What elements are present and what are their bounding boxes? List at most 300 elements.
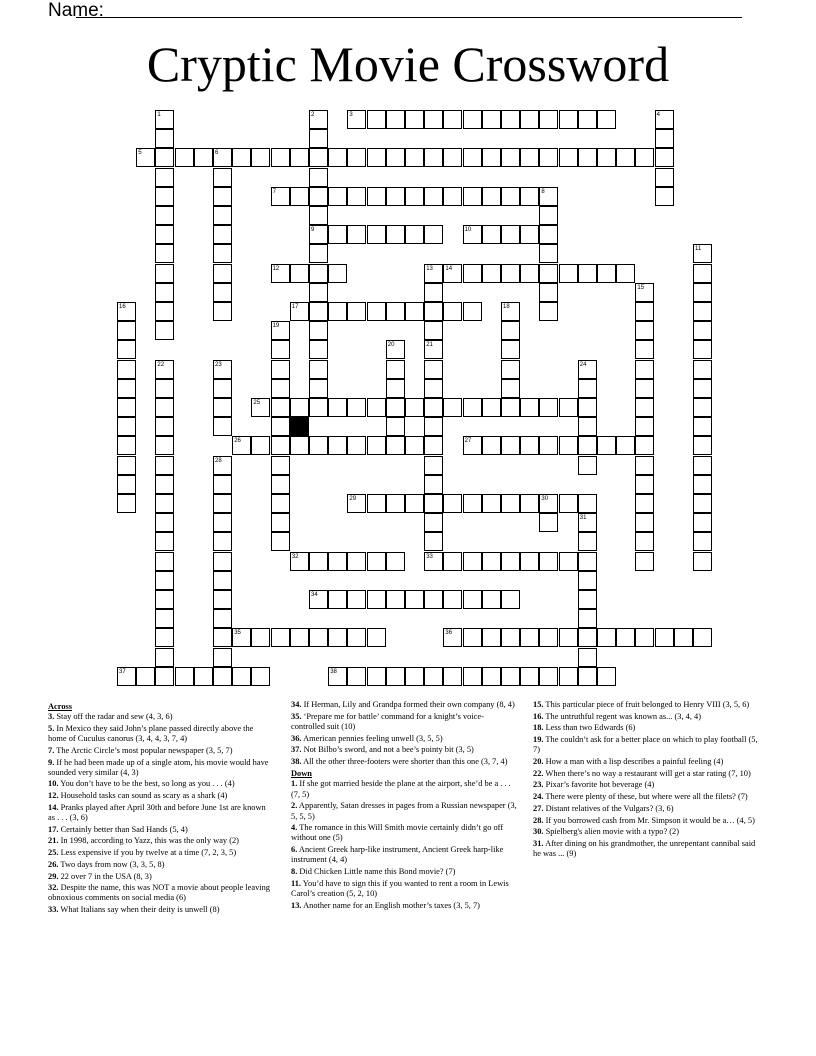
grid-cell[interactable] [501, 494, 520, 513]
grid-cell[interactable] [501, 590, 520, 609]
grid-cell[interactable] [213, 244, 232, 263]
grid-cell[interactable] [309, 321, 328, 340]
grid-cell[interactable] [520, 110, 539, 129]
grid-cell[interactable] [347, 398, 366, 417]
grid-cell[interactable] [482, 628, 501, 647]
grid-cell[interactable] [347, 302, 366, 321]
grid-cell[interactable] [559, 148, 578, 167]
grid-cell[interactable] [213, 475, 232, 494]
grid-cell[interactable] [674, 628, 693, 647]
grid-cell[interactable] [520, 628, 539, 647]
grid-cell[interactable] [213, 590, 232, 609]
grid-cell[interactable] [271, 628, 290, 647]
grid-cell[interactable] [386, 494, 405, 513]
grid-cell[interactable] [655, 187, 674, 206]
grid-cell[interactable] [520, 398, 539, 417]
grid-cell[interactable] [309, 206, 328, 225]
grid-cell[interactable] [539, 110, 558, 129]
grid-cell[interactable] [616, 436, 635, 455]
grid-cell[interactable] [213, 398, 232, 417]
grid-cell[interactable] [693, 494, 712, 513]
grid-cell[interactable] [328, 302, 347, 321]
grid-cell[interactable] [117, 417, 136, 436]
grid-cell[interactable] [520, 552, 539, 571]
grid-cell[interactable] [309, 552, 328, 571]
grid-cell[interactable] [155, 264, 174, 283]
grid-cell[interactable] [501, 552, 520, 571]
grid-cell[interactable] [386, 667, 405, 686]
grid-cell[interactable] [347, 187, 366, 206]
grid-cell[interactable] [693, 417, 712, 436]
grid-cell[interactable] [347, 436, 366, 455]
grid-cell[interactable] [155, 148, 174, 167]
grid-cell[interactable] [443, 148, 462, 167]
grid-cell[interactable] [175, 148, 194, 167]
grid-cell[interactable] [539, 628, 558, 647]
grid-cell[interactable] [136, 667, 155, 686]
grid-cell[interactable] [367, 110, 386, 129]
grid-cell[interactable] [635, 302, 654, 321]
grid-cell[interactable] [386, 417, 405, 436]
grid-cell[interactable] [482, 667, 501, 686]
grid-cell[interactable] [155, 225, 174, 244]
grid-cell[interactable] [213, 187, 232, 206]
grid-cell[interactable] [693, 436, 712, 455]
grid-cell[interactable] [386, 110, 405, 129]
grid-cell[interactable] [501, 436, 520, 455]
grid-cell[interactable] [155, 667, 174, 686]
grid-cell[interactable] [559, 494, 578, 513]
grid-cell[interactable] [424, 148, 443, 167]
grid-cell[interactable] [693, 360, 712, 379]
grid-cell[interactable] [578, 148, 597, 167]
grid-cell[interactable] [328, 552, 347, 571]
grid-cell[interactable] [367, 590, 386, 609]
grid-cell[interactable] [424, 667, 443, 686]
grid-cell[interactable] [213, 494, 232, 513]
grid-cell[interactable] [232, 667, 251, 686]
grid-cell[interactable] [155, 244, 174, 263]
grid-cell[interactable] [424, 532, 443, 551]
grid-cell[interactable] [155, 206, 174, 225]
grid-cell[interactable] [271, 494, 290, 513]
grid-cell[interactable] [501, 148, 520, 167]
grid-cell[interactable] [482, 148, 501, 167]
grid-cell[interactable] [597, 436, 616, 455]
grid-cell[interactable] [386, 225, 405, 244]
grid-cell[interactable] [463, 628, 482, 647]
grid-cell[interactable] [155, 513, 174, 532]
grid-cell[interactable] [290, 398, 309, 417]
grid-cell[interactable] [539, 436, 558, 455]
grid-cell[interactable] [693, 302, 712, 321]
grid-cell[interactable] [635, 628, 654, 647]
grid-cell[interactable] [463, 264, 482, 283]
grid-cell[interactable] [155, 129, 174, 148]
grid-cell[interactable] [539, 302, 558, 321]
grid-cell[interactable] [213, 225, 232, 244]
grid-cell[interactable] [539, 513, 558, 532]
grid-cell[interactable] [424, 417, 443, 436]
grid-cell[interactable] [463, 398, 482, 417]
grid-cell[interactable] [155, 571, 174, 590]
grid-cell[interactable] [347, 628, 366, 647]
grid-cell[interactable] [117, 340, 136, 359]
grid-cell[interactable] [443, 667, 462, 686]
grid-cell[interactable] [482, 225, 501, 244]
grid-cell[interactable] [328, 590, 347, 609]
grid-cell[interactable] [367, 628, 386, 647]
grid-cell[interactable] [347, 667, 366, 686]
grid-cell[interactable] [693, 628, 712, 647]
grid-cell[interactable] [213, 513, 232, 532]
grid-cell[interactable] [347, 148, 366, 167]
grid-cell[interactable] [213, 379, 232, 398]
grid-cell[interactable] [251, 436, 270, 455]
grid-cell[interactable] [367, 398, 386, 417]
grid-cell[interactable] [482, 494, 501, 513]
grid-cell[interactable] [309, 302, 328, 321]
grid-cell[interactable] [213, 609, 232, 628]
grid-cell[interactable] [309, 436, 328, 455]
grid-cell[interactable] [405, 494, 424, 513]
grid-cell[interactable] [309, 244, 328, 263]
grid-cell[interactable] [597, 628, 616, 647]
grid-cell[interactable] [309, 129, 328, 148]
grid-cell[interactable] [213, 264, 232, 283]
grid-cell[interactable] [290, 628, 309, 647]
grid-cell[interactable] [367, 302, 386, 321]
grid-cell[interactable] [539, 667, 558, 686]
grid-cell[interactable] [213, 302, 232, 321]
grid-cell[interactable] [616, 264, 635, 283]
grid-cell[interactable] [155, 321, 174, 340]
grid-cell[interactable] [117, 494, 136, 513]
grid-cell[interactable] [194, 148, 213, 167]
grid-cell[interactable] [155, 590, 174, 609]
grid-cell[interactable] [693, 283, 712, 302]
grid-cell[interactable] [635, 417, 654, 436]
grid-cell[interactable] [271, 475, 290, 494]
grid-cell[interactable] [597, 264, 616, 283]
grid-cell[interactable] [424, 513, 443, 532]
grid-cell[interactable] [424, 225, 443, 244]
grid-cell[interactable] [309, 168, 328, 187]
grid-cell[interactable] [693, 379, 712, 398]
grid-cell[interactable] [155, 648, 174, 667]
grid-cell[interactable] [155, 283, 174, 302]
grid-cell[interactable] [290, 264, 309, 283]
grid-cell[interactable] [635, 379, 654, 398]
grid-cell[interactable] [424, 187, 443, 206]
grid-cell[interactable] [463, 187, 482, 206]
grid-cell[interactable] [443, 552, 462, 571]
grid-cell[interactable] [309, 264, 328, 283]
grid-cell[interactable] [309, 360, 328, 379]
grid-cell[interactable] [539, 244, 558, 263]
grid-cell[interactable] [578, 590, 597, 609]
grid-cell[interactable] [578, 628, 597, 647]
grid-cell[interactable] [501, 321, 520, 340]
grid-cell[interactable] [693, 513, 712, 532]
grid-cell[interactable] [155, 302, 174, 321]
grid-cell[interactable] [424, 494, 443, 513]
grid-cell[interactable] [309, 379, 328, 398]
grid-cell[interactable] [578, 417, 597, 436]
grid-cell[interactable] [367, 187, 386, 206]
grid-cell[interactable] [578, 110, 597, 129]
grid-cell[interactable] [443, 494, 462, 513]
grid-cell[interactable] [635, 532, 654, 551]
grid-cell[interactable] [539, 148, 558, 167]
grid-cell[interactable] [501, 187, 520, 206]
grid-cell[interactable] [213, 417, 232, 436]
grid-cell[interactable] [213, 667, 232, 686]
grid-cell[interactable] [559, 552, 578, 571]
grid-cell[interactable] [578, 552, 597, 571]
grid-cell[interactable] [213, 283, 232, 302]
grid-cell[interactable] [655, 148, 674, 167]
grid-cell[interactable] [155, 187, 174, 206]
grid-cell[interactable] [213, 532, 232, 551]
grid-cell[interactable] [290, 148, 309, 167]
grid-cell[interactable] [693, 398, 712, 417]
grid-cell[interactable] [271, 360, 290, 379]
grid-cell[interactable] [578, 532, 597, 551]
grid-cell[interactable] [559, 264, 578, 283]
grid-cell[interactable] [155, 532, 174, 551]
grid-cell[interactable] [463, 552, 482, 571]
grid-cell[interactable] [232, 148, 251, 167]
grid-cell[interactable] [578, 398, 597, 417]
grid-cell[interactable] [559, 628, 578, 647]
grid-cell[interactable] [482, 187, 501, 206]
grid-cell[interactable] [386, 398, 405, 417]
grid-cell[interactable] [501, 667, 520, 686]
grid-cell[interactable] [405, 110, 424, 129]
grid-cell[interactable] [501, 379, 520, 398]
grid-cell[interactable] [251, 667, 270, 686]
grid-cell[interactable] [271, 513, 290, 532]
grid-cell[interactable] [213, 168, 232, 187]
grid-cell[interactable] [347, 552, 366, 571]
grid-cell[interactable] [213, 571, 232, 590]
grid-cell[interactable] [578, 436, 597, 455]
grid-cell[interactable] [155, 398, 174, 417]
grid-cell[interactable] [405, 590, 424, 609]
grid-cell[interactable] [520, 225, 539, 244]
grid-cell[interactable] [328, 264, 347, 283]
grid-cell[interactable] [539, 552, 558, 571]
grid-cell[interactable] [271, 148, 290, 167]
grid-cell[interactable] [386, 148, 405, 167]
grid-cell[interactable] [482, 590, 501, 609]
grid-cell[interactable] [559, 436, 578, 455]
grid-cell[interactable] [155, 417, 174, 436]
grid-cell[interactable] [367, 436, 386, 455]
grid-cell[interactable] [578, 667, 597, 686]
grid-cell[interactable] [347, 225, 366, 244]
grid-cell[interactable] [155, 628, 174, 647]
grid-cell[interactable] [501, 110, 520, 129]
grid-cell[interactable] [386, 187, 405, 206]
grid-cell[interactable] [424, 110, 443, 129]
grid-cell[interactable] [520, 667, 539, 686]
grid-cell[interactable] [578, 609, 597, 628]
grid-cell[interactable] [539, 225, 558, 244]
grid-cell[interactable] [155, 609, 174, 628]
grid-cell[interactable] [635, 552, 654, 571]
grid-cell[interactable] [424, 360, 443, 379]
grid-cell[interactable] [251, 628, 270, 647]
grid-cell[interactable] [424, 302, 443, 321]
grid-cell[interactable] [520, 436, 539, 455]
grid-cell[interactable] [290, 187, 309, 206]
grid-cell[interactable] [155, 552, 174, 571]
grid-cell[interactable] [520, 264, 539, 283]
grid-cell[interactable] [155, 494, 174, 513]
grid-cell[interactable] [463, 302, 482, 321]
grid-cell[interactable] [213, 628, 232, 647]
grid-cell[interactable] [405, 436, 424, 455]
grid-cell[interactable] [463, 590, 482, 609]
grid-cell[interactable] [405, 225, 424, 244]
grid-cell[interactable] [559, 667, 578, 686]
grid-cell[interactable] [405, 302, 424, 321]
grid-cell[interactable] [155, 379, 174, 398]
grid-cell[interactable] [271, 436, 290, 455]
grid-cell[interactable] [117, 456, 136, 475]
grid-cell[interactable] [655, 168, 674, 187]
grid-cell[interactable] [635, 436, 654, 455]
grid-cell[interactable] [405, 398, 424, 417]
grid-cell[interactable] [386, 302, 405, 321]
grid-cell[interactable] [482, 264, 501, 283]
grid-cell[interactable] [693, 321, 712, 340]
grid-cell[interactable] [463, 494, 482, 513]
grid-cell[interactable] [635, 321, 654, 340]
grid-cell[interactable] [597, 110, 616, 129]
grid-cell[interactable] [501, 340, 520, 359]
grid-cell[interactable] [616, 628, 635, 647]
grid-cell[interactable] [309, 187, 328, 206]
grid-cell[interactable] [635, 475, 654, 494]
grid-cell[interactable] [328, 628, 347, 647]
grid-cell[interactable] [309, 340, 328, 359]
grid-cell[interactable] [501, 360, 520, 379]
grid-cell[interactable] [386, 552, 405, 571]
grid-cell[interactable] [597, 667, 616, 686]
grid-cell[interactable] [271, 379, 290, 398]
grid-cell[interactable] [290, 436, 309, 455]
grid-cell[interactable] [635, 513, 654, 532]
grid-cell[interactable] [405, 148, 424, 167]
grid-cell[interactable] [635, 148, 654, 167]
grid-cell[interactable] [213, 206, 232, 225]
grid-cell[interactable] [367, 225, 386, 244]
grid-cell[interactable] [424, 436, 443, 455]
grid-cell[interactable] [482, 436, 501, 455]
grid-cell[interactable] [328, 187, 347, 206]
grid-cell[interactable] [501, 398, 520, 417]
grid-cell[interactable] [443, 187, 462, 206]
grid-cell[interactable] [559, 398, 578, 417]
grid-cell[interactable] [655, 628, 674, 647]
grid-cell[interactable] [520, 494, 539, 513]
grid-cell[interactable] [424, 456, 443, 475]
grid-cell[interactable] [194, 667, 213, 686]
grid-cell[interactable] [271, 456, 290, 475]
grid-cell[interactable] [693, 475, 712, 494]
grid-cell[interactable] [155, 475, 174, 494]
grid-cell[interactable] [501, 264, 520, 283]
grid-cell[interactable] [578, 456, 597, 475]
grid-cell[interactable] [424, 398, 443, 417]
grid-cell[interactable] [443, 398, 462, 417]
grid-cell[interactable] [424, 283, 443, 302]
grid-cell[interactable] [155, 436, 174, 455]
grid-cell[interactable] [386, 590, 405, 609]
grid-cell[interactable] [117, 321, 136, 340]
grid-cell[interactable] [443, 110, 462, 129]
grid-cell[interactable] [328, 225, 347, 244]
grid-cell[interactable] [539, 264, 558, 283]
grid-cell[interactable] [405, 667, 424, 686]
grid-cell[interactable] [463, 667, 482, 686]
grid-cell[interactable] [367, 494, 386, 513]
grid-cell[interactable] [213, 648, 232, 667]
grid-cell[interactable] [309, 283, 328, 302]
grid-cell[interactable] [328, 436, 347, 455]
grid-cell[interactable] [482, 110, 501, 129]
grid-cell[interactable] [463, 110, 482, 129]
grid-cell[interactable] [155, 456, 174, 475]
grid-cell[interactable] [693, 552, 712, 571]
grid-cell[interactable] [520, 148, 539, 167]
grid-cell[interactable] [578, 494, 597, 513]
grid-cell[interactable] [635, 340, 654, 359]
grid-cell[interactable] [482, 398, 501, 417]
grid-cell[interactable] [251, 148, 270, 167]
grid-cell[interactable] [155, 168, 174, 187]
grid-cell[interactable] [213, 552, 232, 571]
grid-cell[interactable] [578, 571, 597, 590]
grid-cell[interactable] [635, 494, 654, 513]
grid-cell[interactable] [386, 436, 405, 455]
grid-cell[interactable] [309, 148, 328, 167]
grid-cell[interactable] [386, 360, 405, 379]
grid-cell[interactable] [655, 129, 674, 148]
grid-cell[interactable] [635, 456, 654, 475]
grid-cell[interactable] [347, 590, 366, 609]
grid-cell[interactable] [578, 264, 597, 283]
grid-cell[interactable] [559, 110, 578, 129]
grid-cell[interactable] [539, 283, 558, 302]
grid-cell[interactable] [539, 206, 558, 225]
grid-cell[interactable] [616, 148, 635, 167]
grid-cell[interactable] [443, 302, 462, 321]
grid-cell[interactable] [635, 398, 654, 417]
grid-cell[interactable] [501, 225, 520, 244]
grid-cell[interactable] [367, 148, 386, 167]
grid-cell[interactable] [597, 148, 616, 167]
grid-cell[interactable] [309, 398, 328, 417]
grid-cell[interactable] [463, 148, 482, 167]
grid-cell[interactable] [578, 648, 597, 667]
grid-cell[interactable] [693, 340, 712, 359]
grid-cell[interactable] [328, 398, 347, 417]
grid-cell[interactable] [539, 398, 558, 417]
